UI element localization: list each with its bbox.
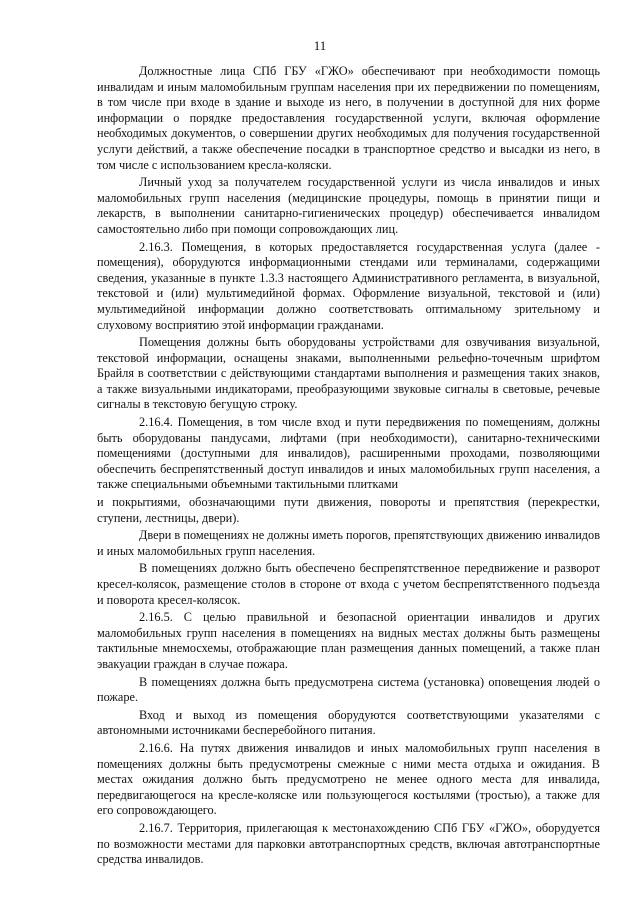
paragraph-2-16-5: 2.16.5. С целью правильной и безопасной ориентации инвалидов и других маломобильных групп населения в помещениях на видных местах должны быть размещены тактильные мнемосхемы, отображающие план размещения данных помещений, а также план эвакуации граждан в случае пожара. [97, 610, 600, 671]
paragraph-fire-alarm: В помещениях должна быть предусмотрена система (установка) оповещения людей о пожаре. [97, 674, 600, 705]
paragraph-personal-care: Личный уход за получателем государственной услуги из числа инвалидов и иных маломобильных групп населения (медицинские процедуры, помощь в принятии пищи и лекарств, в выполнении санитарно-гигиенических процедур) обеспечивается инвалидом самостоятельно либо при помощи сопровождающих лиц. [97, 175, 600, 236]
paragraph-wheelchair-movement: В помещениях должно быть обеспечено беспрепятственное передвижение и разворот кресел-колясок, размещение столов в стороне от входа с учетом беспрепятственного подъезда и поворота кресел-колясок. [97, 561, 600, 607]
paragraph-staff-assistance: Должностные лица СПб ГБУ «ГЖО» обеспечивают при необходимости помощь инвалидам и иным маломобильным группам населения при их передвижении по помещениям, в том числе при входе в здание и выходе из него, в получении в доступной для них форме информации о порядке предоставления государственной услуги, включая оформление необходимых документов, о совершении других необходимых для получения государственной услуги действий, а также обеспечение посадки в транспортное средство и высадки из него, в том числе с использованием кресла-коляски. [97, 64, 600, 172]
page-number: 11 [313, 38, 327, 53]
paragraph-doors: Двери в помещениях не должны иметь порогов, препятствующих движению инвалидов и иных маломобильных групп населения. [97, 528, 600, 558]
paragraph-2-16-3: 2.16.3. Помещения, в которых предоставляется государственная услуга (далее - помещения), оборудуются информационными стендами или терминалами, содержащими сведения, указанные в пункте 1.3.3 настоящего Административного регламента, в визуальной, текстовой и (или) мультимедийной формах. Оформление визуальной, текстовой и (или) мультимедийной информации должно соответствовать оптимальному зрительному и слуховому восприятию этой информации гражданами. [97, 239, 600, 332]
paragraph-2-16-4: 2.16.4. Помещения, в том числе вход и пути передвижения по помещениям, должны быть оборудованы пандусами, лифтами (при необходимости), санитарно-техническими помещениями (доступными для инвалидов), расширенными проходами, позволяющими обеспечить беспрепятственный доступ инвалидов и иных маломобильных групп населения, а также специальными объемными тактильными плитками [97, 415, 600, 492]
paragraph-2-16-6: 2.16.6. На путях движения инвалидов и иных маломобильных групп населения в помещениях должны быть предусмотрены смежные с ними места отдыха и ожидания. В местах ожидания должно быть предусмотрено не менее одного места для инвалида, передвигающегося на кресле-коляске или пользующегося костылями (тростью), а также для его сопровождающего. [97, 740, 600, 818]
paragraph-2-16-7: 2.16.7. Территория, прилегающая к местонахождению СПб ГБУ «ГЖО», оборудуется по возможности местами для парковки автотранспортных средств, включая автотранспортные средства инвалидов. [97, 820, 600, 867]
paragraph-entrance-exit-signs: Вход и выход из помещения оборудуются соответствующими указателями с автономными источниками бесперебойного питания. [97, 707, 600, 738]
paragraph-equipment-braille: Помещения должны быть оборудованы устройствами для озвучивания визуальной, текстовой информации, оснащены знаками, выполненными рельефно-точечным шрифтом Брайля в соответствии с действующими стандартами выполнения и размещения таких знаков, а также визуальными индикаторами, преобразующими звуковые сигналы в световые, речевые сигналы в текстовую бегущую строку. [97, 335, 600, 412]
paragraph-2-16-4-continued: и покрытиями, обозначающими пути движения, повороты и препятствия (перекрестки, ступени, лестницы, двери). [97, 495, 600, 525]
document-body [97, 64, 600, 870]
